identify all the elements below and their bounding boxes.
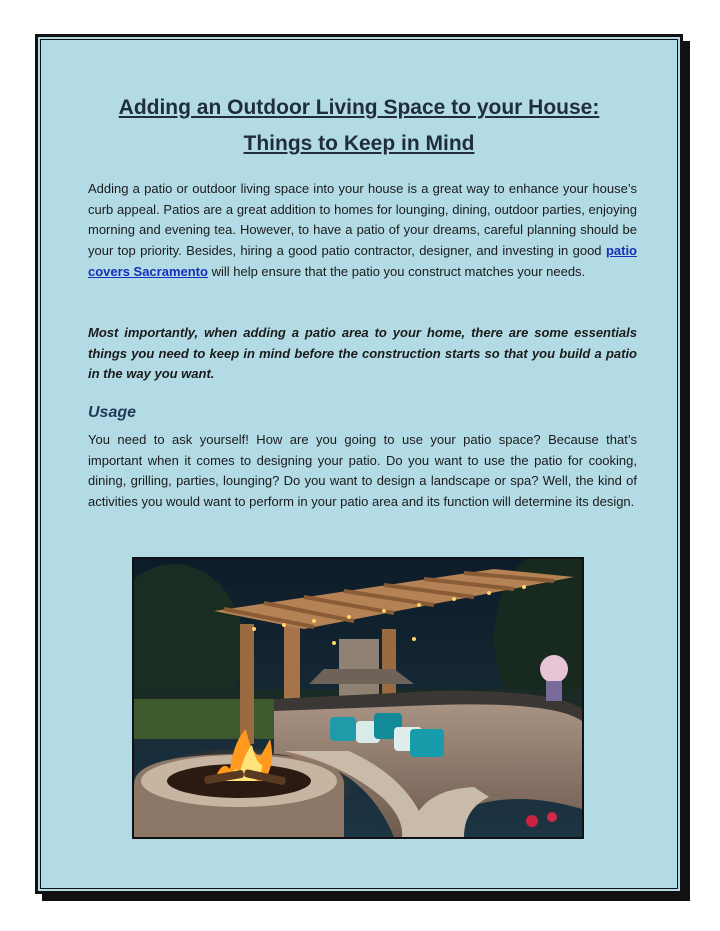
page-title <box>38 90 680 162</box>
title-line-2: Things to Keep in Mind <box>243 132 475 155</box>
patio-covers-link[interactable]: patio covers Sacramento <box>88 243 637 279</box>
title-line-1: Adding an Outdoor Living Space to your House: <box>118 96 600 119</box>
intro-text-after-link: will help ensure that the patio you construct matches your needs. <box>207 263 586 279</box>
patio-photo <box>132 557 584 839</box>
intro-text-before-link: Adding a patio or outdoor living space into your house is a great way to enhance your house’s curb appeal. Patios are a great addition to homes for lounging, dining, outdoor parties, enjoying morning and evening tea. However, to have a patio of your dreams, careful planning should be your top priority. Besides, hiring a good patio contractor, designer, and investing in good <box>88 181 637 259</box>
emphasis-paragraph: Most importantly, when adding a patio area to your home, there are some essentials things you need to keep in mind before the construction starts so that you build a patio in the way you want. <box>88 325 637 382</box>
intro-paragraph <box>88 179 637 283</box>
document-page <box>35 34 683 894</box>
usage-heading: Usage <box>88 404 137 421</box>
patio-illustration <box>134 559 582 837</box>
usage-paragraph: You need to ask yourself! How are you going to use your patio space? Because that’s important when it comes to designing your patio. Do you want to use the patio for cooking, dining, grilling, parties, lounging? Do you want to design a landscape or spa? Well, the kind of activities you would want to perform in your patio area and its function will determine its design. <box>88 432 637 510</box>
